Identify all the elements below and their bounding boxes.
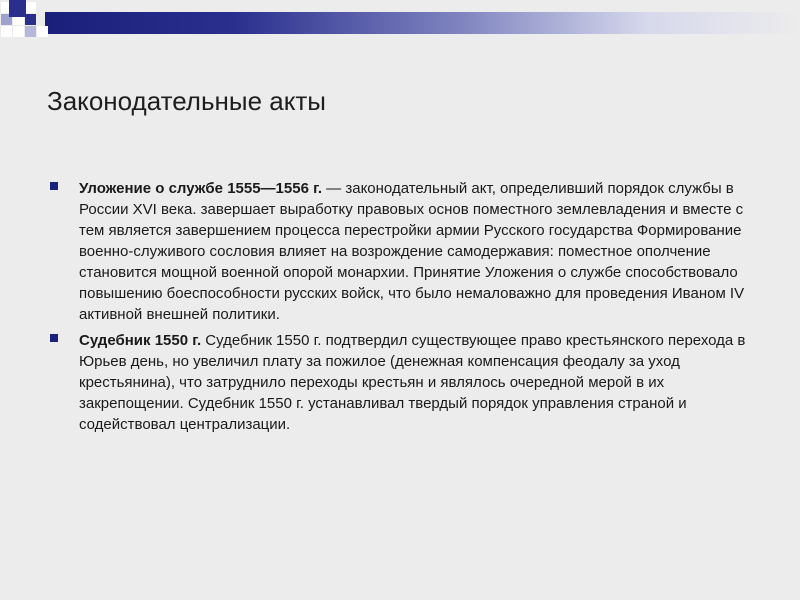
decor-square [1,26,12,37]
bullet-text [79,330,750,435]
bullet-heading: Уложение о службе 1555—1556 г. [79,180,323,197]
decor-square [25,2,36,13]
decor-square [25,14,36,25]
header-gradient-band [45,12,800,34]
bullet-heading: Судебник 1550 г. [79,332,202,349]
decor-square [13,26,24,37]
bullet-square-icon [50,182,58,190]
slide-title: Законодательные акты [47,86,326,116]
slide-body [50,178,750,440]
bullet-square-icon [50,334,58,342]
decor-square [25,26,36,37]
bullet-body: — законодательный акт, определивший порядок службы в России XVI века. завершает выработку правовых основ поместного землевладения и вместе с тем является завершением процесса перестройки армии Русского государства Формирование военно-служивого сословия влияет на возрождение самодержавия: поместное ополчение становится мощной военной опорой монархии. Принятие Уложения о службе способствовало повышению боеспособности русских войск, что было немаловажно для проведения Иваном IV активной внешней политики. [79,180,745,323]
decor-square-dark [9,0,26,17]
bullet-item [50,178,750,325]
bullet-body: Судебник 1550 г. подтвердил существующее право крестьянского перехода в Юрьев день, но увеличил плату за пожилое (денежная компенсация феодалу за уход крестьянина), что затруднило переходы крестьян и являлось очередной мерой в их закрепощении. Судебник 1550 г. устанавливал твердый порядок управления страной и содействовал централизации. [79,332,746,433]
decor-square [37,26,48,37]
bullet-item [50,330,750,435]
bullet-text [79,178,750,325]
